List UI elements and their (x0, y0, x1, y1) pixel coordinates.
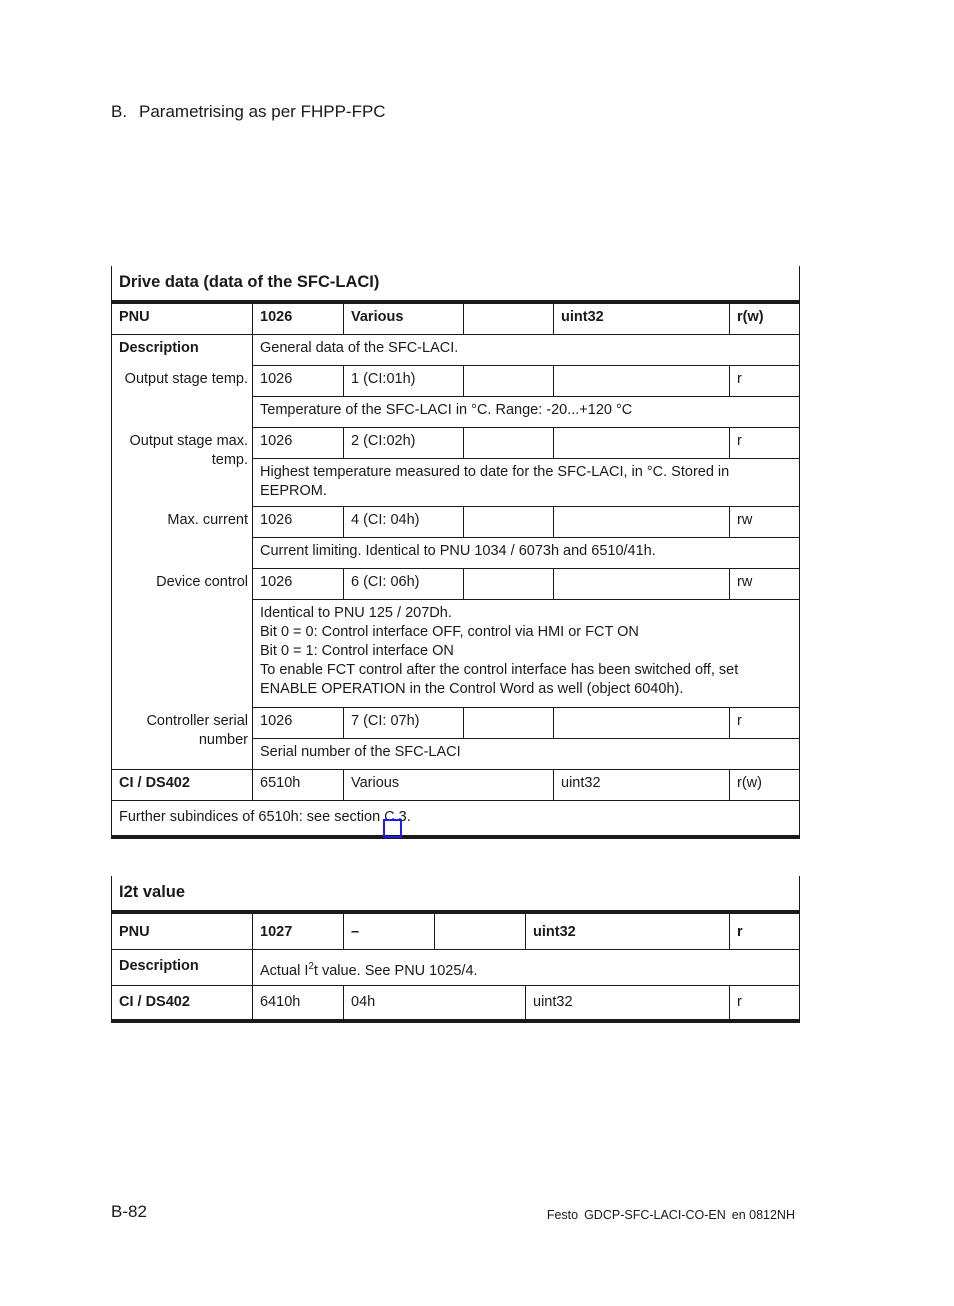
footer-doc-id: GDCP-SFC-LACI-CO-EN (584, 1208, 726, 1222)
link-highlight-box[interactable] (383, 819, 402, 838)
pnu-row: PNU 1027 – uint32 r (112, 912, 800, 950)
item-label: Output stage temp. (112, 366, 253, 428)
pnu-row: PNU 1026 Various uint32 r(w) (112, 302, 800, 335)
item-text: Temperature of the SFC-LACI in °C. Range: -20...+120 °C (253, 397, 800, 428)
table-row: Output stage temp. 1026 1 (CI:01h) r (112, 366, 800, 397)
ci-row: CI / DS402 6410h 04h uint32 r (112, 985, 800, 1021)
table-row: Controller serial number 1026 7 (CI: 07h) r (112, 708, 800, 739)
i2t-table (111, 876, 800, 1023)
item-text: Current limiting. Identical to PNU 1034 / 6073h and 6510/41h. (253, 538, 800, 569)
note-row (112, 801, 800, 838)
footer-company: Festo (546, 1208, 579, 1222)
section-header (111, 102, 386, 122)
table-title: I2t value (112, 876, 800, 912)
description-row: Description Actual $I^2t$ value. See PNU 1025/4. (112, 950, 800, 986)
section-title: Parametrising as per FHPP-FPC (139, 102, 386, 121)
page-number: B-82 (111, 1202, 147, 1221)
item-text: Identical to PNU 125 / 207Dh. Bit 0 = 0: Control interface OFF, control via HMI or FCT ON Bit 0 = 1: Control interface ON To enable FCT control after the control interface has been switched off, set ENABLE OPERATION in the Control Word as well (object 6040h). (253, 600, 800, 708)
ci-row: CI / DS402 6510h Various uint32 r(w) (112, 770, 800, 801)
section-number: B. (111, 102, 128, 121)
table-row: Device control 1026 6 (CI: 06h) rw (112, 569, 800, 600)
footer-doc-info (541, 1208, 795, 1222)
table-row: Max. current 1026 4 (CI: 04h) rw (112, 507, 800, 538)
item-label: Max. current (112, 507, 253, 569)
item-label: Output stage max. temp. (112, 428, 253, 507)
item-text: Serial number of the SFC-LACI (253, 739, 800, 770)
item-label: Controller serial number (112, 708, 253, 770)
section-reference: Further subindices of 6510h: see section C.3. (112, 801, 800, 838)
description-row: Description General data of the SFC-LACI. (112, 335, 800, 366)
table-row: Output stage max. temp. 1026 2 (CI:02h) r (112, 428, 800, 459)
drive-data-table (111, 266, 800, 839)
table-title: Drive data (data of the SFC-LACI) (112, 266, 800, 302)
item-text: Highest temperature measured to date for the SFC-LACI, in °C. Stored in EEPROM. (253, 459, 800, 507)
item-label: Device control (112, 569, 253, 708)
footer-edition: en 0812NH (731, 1208, 795, 1222)
